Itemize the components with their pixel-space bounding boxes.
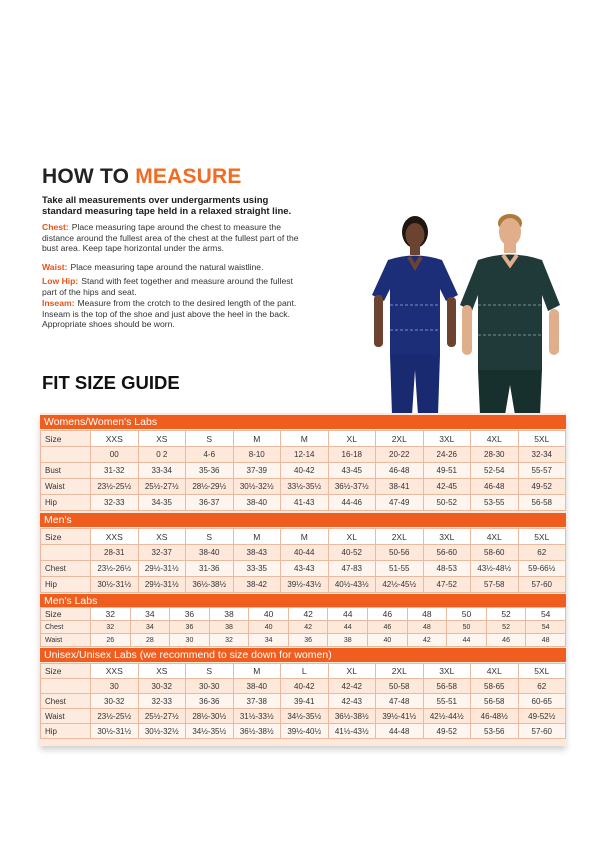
table-row: [41, 694, 566, 709]
table-cell: 42-45: [423, 479, 471, 495]
table-cell: 50: [447, 621, 487, 634]
table-cell: 29½-31½: [138, 577, 186, 593]
table-cell: 30: [170, 634, 210, 647]
womens-size-table: [40, 430, 566, 511]
table-cell: 4XL: [471, 529, 519, 545]
table-cell: 28-30: [471, 447, 519, 463]
man-model: [460, 214, 560, 415]
table-cell: 36: [170, 608, 210, 621]
table-cell: 38: [209, 621, 249, 634]
table-cell: 38-43: [233, 545, 281, 561]
table-cell: 34½-35½: [186, 724, 234, 739]
table-cell: 2XL: [376, 431, 424, 447]
heading-part-2: MEASURE: [135, 165, 242, 188]
table-cell: 42½-44½: [423, 709, 471, 724]
table-cell: 33-35: [233, 561, 281, 577]
table-cell: 23½-26½: [91, 561, 139, 577]
table-cell: 28½-29½: [186, 479, 234, 495]
table-cell: 34: [249, 634, 289, 647]
table-cell: 38-40: [233, 679, 281, 694]
table-cell: 42-43: [328, 694, 376, 709]
table-cell: 58-60: [471, 545, 519, 561]
table-cell: 55-51: [423, 694, 471, 709]
table-cell: 56-58: [518, 495, 566, 511]
table-cell: 32: [91, 608, 131, 621]
how-to-measure-heading: [42, 165, 242, 189]
table-cell: L: [281, 664, 329, 679]
table-cell: 40½-43½: [328, 577, 376, 593]
row-label: Waist: [41, 634, 91, 647]
table-cell: 36½-38½: [186, 577, 234, 593]
table-row: [41, 577, 566, 593]
row-label: Chest: [41, 561, 91, 577]
table-cell: 36-37: [186, 495, 234, 511]
table-cell: 43-43: [281, 561, 329, 577]
table-cell: XS: [138, 664, 186, 679]
table-cell: 32-37: [138, 545, 186, 561]
table-cell: 25½-27½: [138, 479, 186, 495]
table-row: [41, 545, 566, 561]
table-cell: 29½-31½: [138, 561, 186, 577]
table-cell: 44: [447, 634, 487, 647]
table-cell: 3XL: [423, 529, 471, 545]
table-cell: 33-34: [138, 463, 186, 479]
table-cell: 37-38: [233, 694, 281, 709]
table-cell: 41-43: [281, 495, 329, 511]
row-label: Hip: [41, 724, 91, 739]
table-cell: 49-52: [518, 479, 566, 495]
row-label: Size: [41, 608, 91, 621]
table-cell: 30½-32½: [138, 724, 186, 739]
measure-inseam: [42, 298, 304, 330]
measure-term: Chest:: [42, 222, 69, 232]
table-cell: 52: [486, 608, 526, 621]
table-cell: 38: [209, 608, 249, 621]
table-cell: 3XL: [423, 431, 471, 447]
table-cell: 5XL: [518, 664, 566, 679]
table-cell: XXS: [91, 529, 139, 545]
table-cell: 36-36: [186, 694, 234, 709]
table-cell: M: [281, 431, 329, 447]
table-cell: 57-58: [471, 577, 519, 593]
table-cell: 36½-37½: [328, 479, 376, 495]
section-title-womens: Womens/Women's Labs: [40, 415, 566, 429]
table-cell: 36: [288, 634, 328, 647]
mens-size-table: [40, 528, 566, 593]
table-cell: 52-54: [471, 463, 519, 479]
models-photo: [360, 205, 575, 415]
row-label: [41, 545, 91, 561]
table-cell: 31½-33½: [233, 709, 281, 724]
table-cell: 58-65: [471, 679, 519, 694]
table-cell: 25½-27½: [138, 709, 186, 724]
table-cell: 44: [328, 621, 368, 634]
table-cell: 2XL: [376, 529, 424, 545]
row-label: Waist: [41, 479, 91, 495]
measure-waist: [42, 262, 304, 273]
table-cell: 52: [486, 621, 526, 634]
table-cell: 30½-31½: [91, 724, 139, 739]
table-cell: 31-32: [91, 463, 139, 479]
measure-chest: [42, 222, 304, 254]
table-cell: 40-42: [281, 679, 329, 694]
table-cell: XS: [138, 431, 186, 447]
table-row: [41, 679, 566, 694]
table-cell: 36: [170, 621, 210, 634]
table-row: [41, 529, 566, 545]
table-cell: 31-36: [186, 561, 234, 577]
row-label: Size: [41, 431, 91, 447]
table-cell: 32-33: [138, 694, 186, 709]
table-cell: 51-55: [376, 561, 424, 577]
section-title-mens: Men's: [40, 513, 566, 527]
table-row: [41, 709, 566, 724]
table-cell: 38-40: [233, 495, 281, 511]
measure-term: Inseam:: [42, 298, 75, 308]
table-cell: 44-48: [376, 724, 424, 739]
table-cell: 50-58: [376, 679, 424, 694]
table-cell: 49-51: [423, 463, 471, 479]
table-cell: 34-35: [138, 495, 186, 511]
table-cell: 38-40: [186, 545, 234, 561]
table-cell: 16-18: [328, 447, 376, 463]
row-label: Size: [41, 664, 91, 679]
table-cell: 32: [209, 634, 249, 647]
table-cell: 56-58: [423, 679, 471, 694]
table-cell: 36½-38½: [328, 709, 376, 724]
table-cell: XXS: [91, 664, 139, 679]
row-label: Size: [41, 529, 91, 545]
table-cell: 30½-32½: [233, 479, 281, 495]
section-title-mens-labs: Men's Labs: [40, 594, 566, 608]
row-label: [41, 679, 91, 694]
table-cell: 42: [407, 634, 447, 647]
table-cell: 46: [368, 608, 408, 621]
table-cell: XL: [328, 529, 376, 545]
intro-text: Take all measurements over undergarments using standard measuring tape held in a relaxed straight line.: [42, 195, 292, 217]
row-label: Chest: [41, 694, 91, 709]
table-cell: 57-60: [518, 724, 566, 739]
table-cell: 40-52: [328, 545, 376, 561]
table-cell: 47-48: [376, 694, 424, 709]
table-cell: 38-41: [376, 479, 424, 495]
table-cell: 57-60: [518, 577, 566, 593]
table-cell: 47-49: [376, 495, 424, 511]
table-cell: 4XL: [471, 664, 519, 679]
table-cell: 49-52: [423, 724, 471, 739]
section-title-unisex: Unisex/Unisex Labs (we recommend to size down for women): [40, 648, 566, 662]
table-row: [41, 495, 566, 511]
table-cell: 30: [91, 679, 139, 694]
measure-term: Low Hip:: [42, 276, 79, 286]
table-cell: 54: [526, 608, 566, 621]
table-cell: S: [186, 664, 234, 679]
table-row: [41, 621, 566, 634]
table-cell: 38: [328, 634, 368, 647]
table-cell: 23½-25½: [91, 479, 139, 495]
table-cell: 44-46: [328, 495, 376, 511]
table-cell: S: [186, 529, 234, 545]
table-cell: 42: [288, 608, 328, 621]
size-guide-board: [40, 413, 566, 746]
row-label: Hip: [41, 577, 91, 593]
table-row: [41, 447, 566, 463]
table-cell: 5XL: [518, 431, 566, 447]
table-cell: 28: [130, 634, 170, 647]
measure-desc: Measure from the crotch to the desired length of the pant. Inseam is the top of the shoe and just above the heel in the back. Appropriate shoes should be worn.: [42, 298, 297, 329]
table-cell: 36½-38½: [233, 724, 281, 739]
table-cell: 0 2: [138, 447, 186, 463]
table-cell: 39-41: [281, 694, 329, 709]
table-cell: 55-57: [518, 463, 566, 479]
table-cell: 30-32: [138, 679, 186, 694]
table-cell: 56-58: [471, 694, 519, 709]
table-cell: 50-52: [423, 495, 471, 511]
table-cell: S: [186, 431, 234, 447]
row-label: Chest: [41, 621, 91, 634]
table-cell: 30-32: [91, 694, 139, 709]
table-cell: 46: [486, 634, 526, 647]
table-cell: 32-33: [91, 495, 139, 511]
table-cell: 59-66½: [518, 561, 566, 577]
table-cell: 62: [518, 545, 566, 561]
table-cell: 47-52: [423, 577, 471, 593]
table-cell: 32: [91, 621, 131, 634]
table-cell: 12-14: [281, 447, 329, 463]
table-cell: 39½-41½: [376, 709, 424, 724]
table-cell: 42-42: [328, 679, 376, 694]
table-cell: XXS: [91, 431, 139, 447]
table-cell: M: [281, 529, 329, 545]
table-cell: 47-83: [328, 561, 376, 577]
table-cell: 20-22: [376, 447, 424, 463]
table-cell: M: [233, 431, 281, 447]
table-cell: 46-48: [376, 463, 424, 479]
table-cell: M: [233, 529, 281, 545]
table-cell: 38-42: [233, 577, 281, 593]
table-cell: 43½-48½: [471, 561, 519, 577]
row-label: Bust: [41, 463, 91, 479]
table-cell: 34: [130, 621, 170, 634]
table-cell: 32-34: [518, 447, 566, 463]
table-cell: 26: [91, 634, 131, 647]
table-row: [41, 634, 566, 647]
woman-model: [372, 216, 458, 415]
measure-desc: Place measuring tape around the natural waistline.: [70, 262, 264, 272]
table-cell: 44: [328, 608, 368, 621]
table-cell: 48: [407, 608, 447, 621]
table-cell: 42: [288, 621, 328, 634]
measure-term: Waist:: [42, 262, 68, 272]
table-cell: 46-48: [471, 479, 519, 495]
table-cell: 42½-45½: [376, 577, 424, 593]
table-cell: 4-6: [186, 447, 234, 463]
table-cell: 43-45: [328, 463, 376, 479]
table-cell: 00: [91, 447, 139, 463]
table-cell: 40-42: [281, 463, 329, 479]
table-cell: XL: [328, 664, 376, 679]
table-cell: 46: [368, 621, 408, 634]
row-label: Hip: [41, 495, 91, 511]
table-cell: 30½-31½: [91, 577, 139, 593]
table-cell: 54: [526, 621, 566, 634]
table-cell: 49-52½: [518, 709, 566, 724]
table-cell: 8-10: [233, 447, 281, 463]
table-cell: 41½-43½: [328, 724, 376, 739]
table-cell: 28-31: [91, 545, 139, 561]
table-row: [41, 463, 566, 479]
table-cell: 50: [447, 608, 487, 621]
table-cell: 48: [526, 634, 566, 647]
measure-low-hip: [42, 276, 304, 297]
table-cell: 48: [407, 621, 447, 634]
table-cell: 3XL: [423, 664, 471, 679]
table-cell: 30-30: [186, 679, 234, 694]
table-cell: 48-53: [423, 561, 471, 577]
table-cell: 4XL: [471, 431, 519, 447]
heading-part-1: HOW TO: [42, 165, 136, 188]
table-cell: 28½-30½: [186, 709, 234, 724]
table-cell: 60-65: [518, 694, 566, 709]
row-label: [41, 447, 91, 463]
table-cell: 56-60: [423, 545, 471, 561]
table-cell: 34½-35½: [281, 709, 329, 724]
table-cell: 23½-25½: [91, 709, 139, 724]
table-cell: 53-55: [471, 495, 519, 511]
table-cell: 39½-43½: [281, 577, 329, 593]
unisex-size-table: [40, 663, 566, 739]
table-cell: 46-48½: [471, 709, 519, 724]
table-cell: 40: [249, 608, 289, 621]
table-cell: 37-39: [233, 463, 281, 479]
table-cell: 53-56: [471, 724, 519, 739]
table-cell: 35-36: [186, 463, 234, 479]
table-row: [41, 479, 566, 495]
table-cell: 2XL: [376, 664, 424, 679]
table-cell: 40-44: [281, 545, 329, 561]
table-cell: 5XL: [518, 529, 566, 545]
mens-labs-size-table: [40, 607, 566, 647]
table-cell: 24-26: [423, 447, 471, 463]
fit-size-guide-heading: FIT SIZE GUIDE: [42, 372, 180, 393]
table-cell: 62: [518, 679, 566, 694]
table-row: [41, 561, 566, 577]
table-cell: 34: [130, 608, 170, 621]
measure-desc: Stand with feet together and measure around the fullest part of the hips and seat.: [42, 276, 293, 297]
table-cell: 50-56: [376, 545, 424, 561]
table-cell: 40: [249, 621, 289, 634]
table-cell: XS: [138, 529, 186, 545]
table-row: [41, 431, 566, 447]
table-cell: 33½-35½: [281, 479, 329, 495]
table-cell: 40: [368, 634, 408, 647]
table-row: [41, 608, 566, 621]
table-cell: 39½-40½: [281, 724, 329, 739]
row-label: Waist: [41, 709, 91, 724]
measure-desc: Place measuring tape around the chest to measure the distance around the fullest area of the chest at the fullest part of the bust area. Keep tape horizontal under the arms.: [42, 222, 299, 253]
table-row: [41, 664, 566, 679]
table-cell: M: [233, 664, 281, 679]
table-row: [41, 724, 566, 739]
table-cell: XL: [328, 431, 376, 447]
